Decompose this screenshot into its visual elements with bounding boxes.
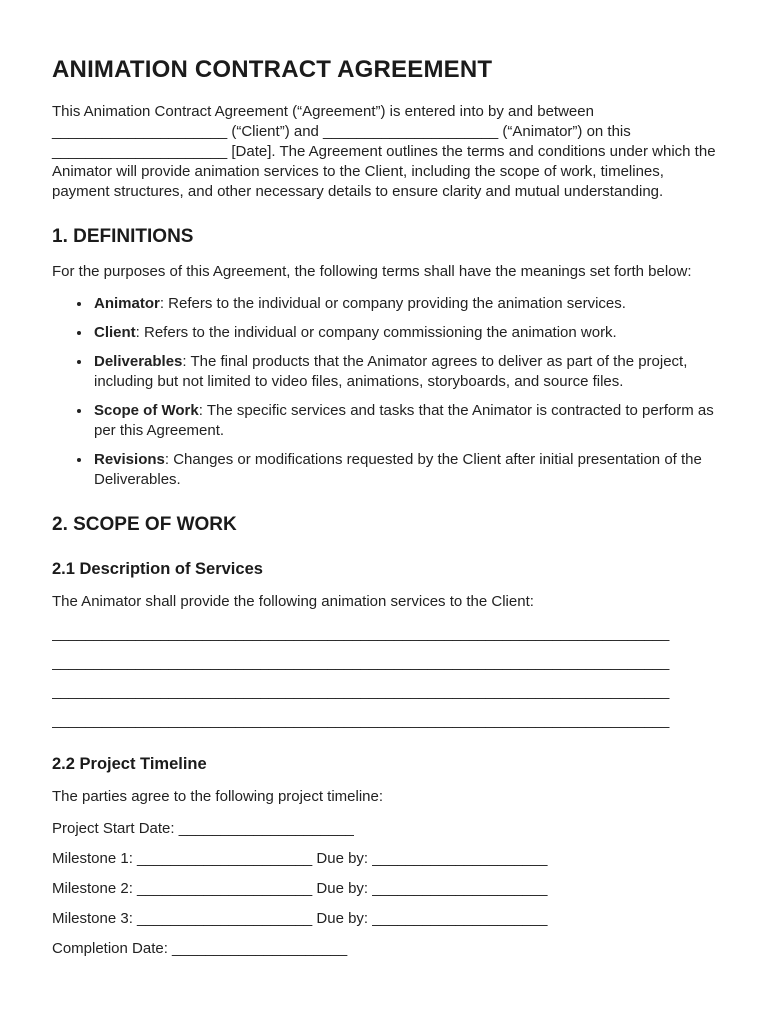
definition-text: : Refers to the individual or company providing the animation services.: [159, 295, 626, 312]
definition-term: Animator: [94, 295, 160, 312]
section-heading-scope-of-work: 2. SCOPE OF WORK: [52, 514, 237, 535]
intro-paragraph: This Animation Contract Agreement (“Agreement”) is entered into by and between _____________________ (“Client”) and _____________________ (“Animator”) on this _____________________ [Date]. The Agreement outlines the terms and conditions under which the Animator will provide animation services to the Client, including the scope of work, timelines, payment structures, and other necessary details to ensure clarity and mutual understanding.: [52, 103, 716, 200]
timeline-row-milestone-3: Milestone 3: _____________________ Due by: _____________________: [52, 910, 548, 927]
section-heading-definitions: 1. DEFINITIONS: [52, 226, 194, 247]
definition-term: Scope of Work: [94, 402, 199, 419]
definition-text: : The final products that the Animator agrees to deliver as part of the project, including but not limited to video files, animations, storyboards, and source files.: [94, 353, 688, 390]
definition-item-client: [92, 323, 718, 343]
timeline-row-milestone-2: Milestone 2: _____________________ Due by: _____________________: [52, 880, 548, 897]
subsection-heading-description-of-services: 2.1 Description of Services: [52, 560, 263, 578]
definition-term: Revisions: [94, 451, 165, 468]
blank-line: __________________________________________________________________________: [52, 654, 670, 671]
definition-text: : The specific services and tasks that the Animator is contracted to perform as per this Agreement.: [94, 402, 714, 439]
definition-text: : Changes or modifications requested by the Client after initial presentation of the Deliverables.: [94, 451, 702, 488]
definition-text: : Refers to the individual or company commissioning the animation work.: [135, 324, 617, 341]
definition-item-animator: [92, 294, 718, 314]
blank-line: __________________________________________________________________________: [52, 625, 670, 642]
timeline-lead: The parties agree to the following project timeline:: [52, 788, 384, 805]
definition-term: Deliverables: [94, 353, 183, 370]
blank-line: __________________________________________________________________________: [52, 683, 670, 700]
blank-line: __________________________________________________________________________: [52, 712, 670, 729]
subsection-heading-project-timeline: 2.2 Project Timeline: [52, 755, 207, 773]
timeline-row-completion-date: Completion Date: _____________________: [52, 940, 348, 957]
definition-item-scope-of-work: [92, 401, 718, 441]
definition-item-deliverables: [92, 352, 718, 392]
document-title: ANIMATION CONTRACT AGREEMENT: [52, 56, 493, 83]
definitions-lead: For the purposes of this Agreement, the following terms shall have the meanings set forth below:: [52, 263, 692, 280]
description-lead: The Animator shall provide the following animation services to the Client:: [52, 593, 534, 610]
definitions-list: [52, 294, 718, 490]
definition-term: Client: [94, 324, 136, 341]
timeline-row-milestone-1: Milestone 1: _____________________ Due by: _____________________: [52, 850, 548, 867]
definition-item-revisions: [92, 450, 718, 490]
timeline-row-project-start-date: Project Start Date: _____________________: [52, 820, 354, 837]
